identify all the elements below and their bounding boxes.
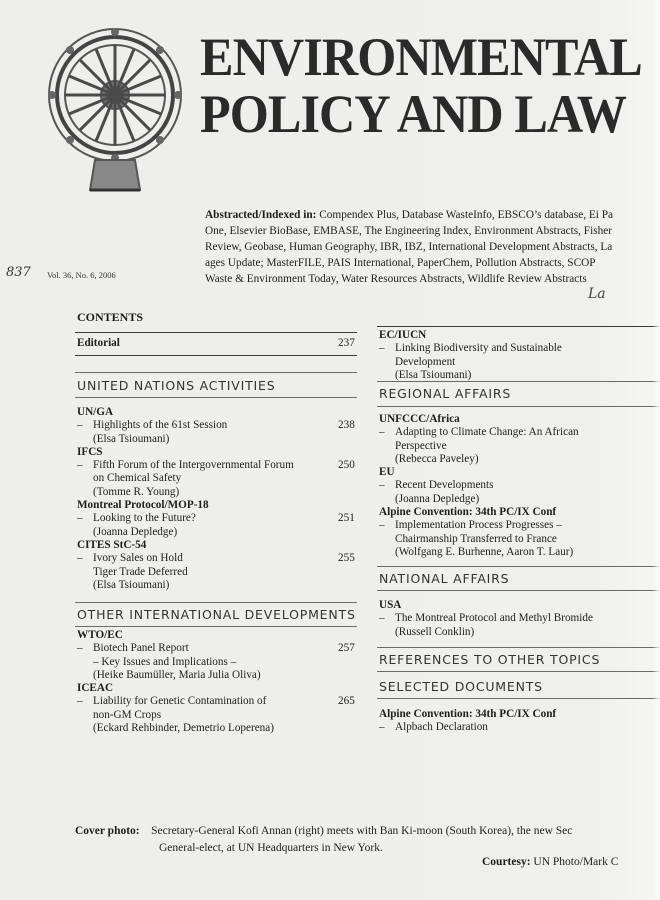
section-heading: REGIONAL AFFAIRS: [379, 386, 512, 401]
abstract-line-1: Compendex Plus, Database WasteInfo, EBSCO’s database, Ei Pa: [319, 209, 614, 221]
category-label: EC/IUCN: [379, 329, 427, 341]
article-item[interactable]: – Alpbach Declaration: [379, 721, 488, 734]
cover-line-2: General-elect, at UN Headquarters in New York.: [159, 842, 383, 854]
article-author: (Tomme R. Young): [93, 485, 180, 498]
courtesy-text: UN Photo/Mark C: [533, 856, 619, 868]
abstract-line-2: One, Elsevier BioBase, EMBASE, The Engineering Index, Environment Abstracts, Fisher: [205, 225, 613, 237]
wheel-emblem-icon: [40, 20, 190, 200]
journal-title-line1: ENVIRONMENTAL: [200, 27, 642, 87]
article-title: Highlights of the 61st Session: [93, 419, 228, 432]
editorial-row[interactable]: [77, 337, 357, 350]
article-page: 238: [338, 419, 355, 432]
category-label: Montreal Protocol/MOP-18: [77, 499, 209, 512]
article-item[interactable]: – Looking to the Future? 251: [77, 512, 355, 525]
article-title: The Montreal Protocol and Methyl Bromide: [395, 612, 593, 625]
article-page: 251: [338, 512, 355, 525]
category-label: Alpine Convention: 34th PC/IX Conf: [379, 708, 557, 720]
article-author: (Elsa Tsioumani): [395, 368, 472, 381]
article-title-cont: Chairmanship Transferred to France: [395, 532, 557, 545]
cover-caption: [75, 823, 572, 857]
article-title-cont: Perspective: [395, 439, 447, 452]
article-author: (Heike Baumüller, Maria Julia Oliva): [93, 668, 261, 681]
article-item[interactable]: – The Montreal Protocol and Methyl Bromide: [379, 612, 593, 625]
article-page: 255: [338, 552, 355, 565]
abstracted-label: Abstracted/Indexed in:: [205, 209, 317, 221]
article-item[interactable]: – Highlights of the 61st Session 238: [77, 419, 355, 432]
article-author: (Russell Conklin): [395, 625, 475, 638]
article-author: (Joanna Depledge): [93, 525, 178, 538]
article-item[interactable]: – Implementation Process Progresses –: [379, 519, 562, 532]
section-heading: REFERENCES TO OTHER TOPICS: [379, 652, 601, 667]
courtesy-label: Courtesy:: [482, 856, 531, 868]
article-item[interactable]: – Adapting to Climate Change: An African: [379, 426, 579, 439]
section-body: [77, 629, 357, 735]
article-item[interactable]: – Recent Developments: [379, 479, 494, 492]
contents-heading: CONTENTS: [77, 310, 144, 324]
article-title: Liability for Genetic Contamination of: [93, 695, 267, 708]
section-heading: UNITED NATIONS ACTIVITIES: [77, 378, 276, 393]
article-page: 265: [338, 695, 355, 708]
category-label: CITES StC-54: [77, 538, 147, 551]
category-label: UNFCCC/Africa: [379, 413, 460, 425]
article-author: (Wolfgang E. Burhenne, Aaron T. Laur): [395, 545, 574, 558]
journal-title-line2: POLICY AND LAW: [200, 84, 626, 144]
section-heading: NATIONAL AFFAIRS: [379, 571, 510, 586]
handwritten-mark: La: [588, 286, 606, 302]
article-title: Ivory Sales on Hold: [93, 552, 183, 565]
abstract-line-5: Waste & Environment Today, Water Resources Abstracts, Wildlife Review Abstracts: [205, 273, 587, 285]
article-author: (Elsa Tsioumani): [93, 432, 170, 445]
category-label: WTO/EC: [77, 629, 123, 641]
section-heading: SELECTED DOCUMENTS: [379, 679, 543, 694]
article-title: Adapting to Climate Change: An African: [395, 426, 579, 439]
section-body: [379, 708, 639, 735]
cover-line-1: Secretary-General Kofi Annan (right) meets with Ban Ki-moon (South Korea), the new Sec: [151, 825, 573, 837]
abstract-line-3: Review, Geobase, Human Geography, IBR, IBZ, International Development Abstracts, La: [205, 241, 613, 253]
article-item[interactable]: – Fifth Forum of the Intergovernmental Forum 250: [77, 459, 355, 472]
editorial-page: 237: [338, 337, 355, 349]
category-label: Alpine Convention: 34th PC/IX Conf: [379, 506, 557, 519]
article-author: (Joanna Depledge): [395, 492, 480, 505]
editorial-label: Editorial: [77, 337, 120, 349]
right-block: [379, 329, 639, 382]
category-label: IFCS: [77, 445, 103, 458]
article-title-cont: Tiger Trade Deferred: [93, 565, 188, 578]
section-body: [379, 599, 639, 639]
category-label: ICEAC: [77, 682, 114, 695]
article-title-cont: – Key Issues and Implications –: [93, 655, 237, 668]
article-title: Alpbach Declaration: [395, 721, 488, 734]
article-author: (Elsa Tsioumani): [93, 578, 170, 591]
abstract-line-4: ages Update; MasterFILE, PAIS International, PaperChem, Pollution Abstracts, SCOP: [205, 257, 596, 269]
volume-label: Vol. 36, No. 6, 2006: [47, 270, 116, 280]
article-title-cont: on Chemical Safety: [93, 472, 182, 485]
article-author: (Eckard Rehbinder, Demetrio Loperena): [93, 722, 274, 735]
category-label: USA: [379, 599, 402, 611]
handwritten-number: 837: [6, 265, 31, 280]
abstracted-indexed: [205, 207, 655, 287]
section-body: [379, 413, 639, 559]
article-page: 257: [338, 642, 355, 655]
article-author: (Rebecca Paveley): [395, 452, 479, 465]
article-title: Looking to the Future?: [93, 512, 196, 525]
article-item[interactable]: – Linking Biodiversity and Sustainable: [379, 342, 562, 355]
article-title-cont: Development: [395, 355, 456, 368]
cover-label: Cover photo:: [75, 825, 140, 837]
page-edge: [652, 0, 660, 900]
article-title: Fifth Forum of the Intergovernmental Forum: [93, 459, 294, 472]
article-title: Biotech Panel Report: [93, 642, 189, 655]
article-title: Recent Developments: [395, 479, 494, 492]
article-title-cont: non-GM Crops: [93, 708, 162, 721]
article-item[interactable]: – Liability for Genetic Contamination of 265: [77, 695, 355, 708]
category-label: UN/GA: [77, 406, 114, 418]
category-label: EU: [379, 466, 395, 479]
article-item[interactable]: – Biotech Panel Report 257: [77, 642, 355, 655]
article-page: 250: [338, 459, 355, 472]
article-item[interactable]: – Ivory Sales on Hold 255: [77, 552, 355, 565]
article-title: Linking Biodiversity and Sustainable: [395, 342, 562, 355]
courtesy: [482, 856, 618, 868]
section-heading: OTHER INTERNATIONAL DEVELOPMENTS: [77, 607, 356, 622]
article-title: Implementation Process Progresses –: [395, 519, 562, 532]
section-body: [77, 406, 357, 592]
